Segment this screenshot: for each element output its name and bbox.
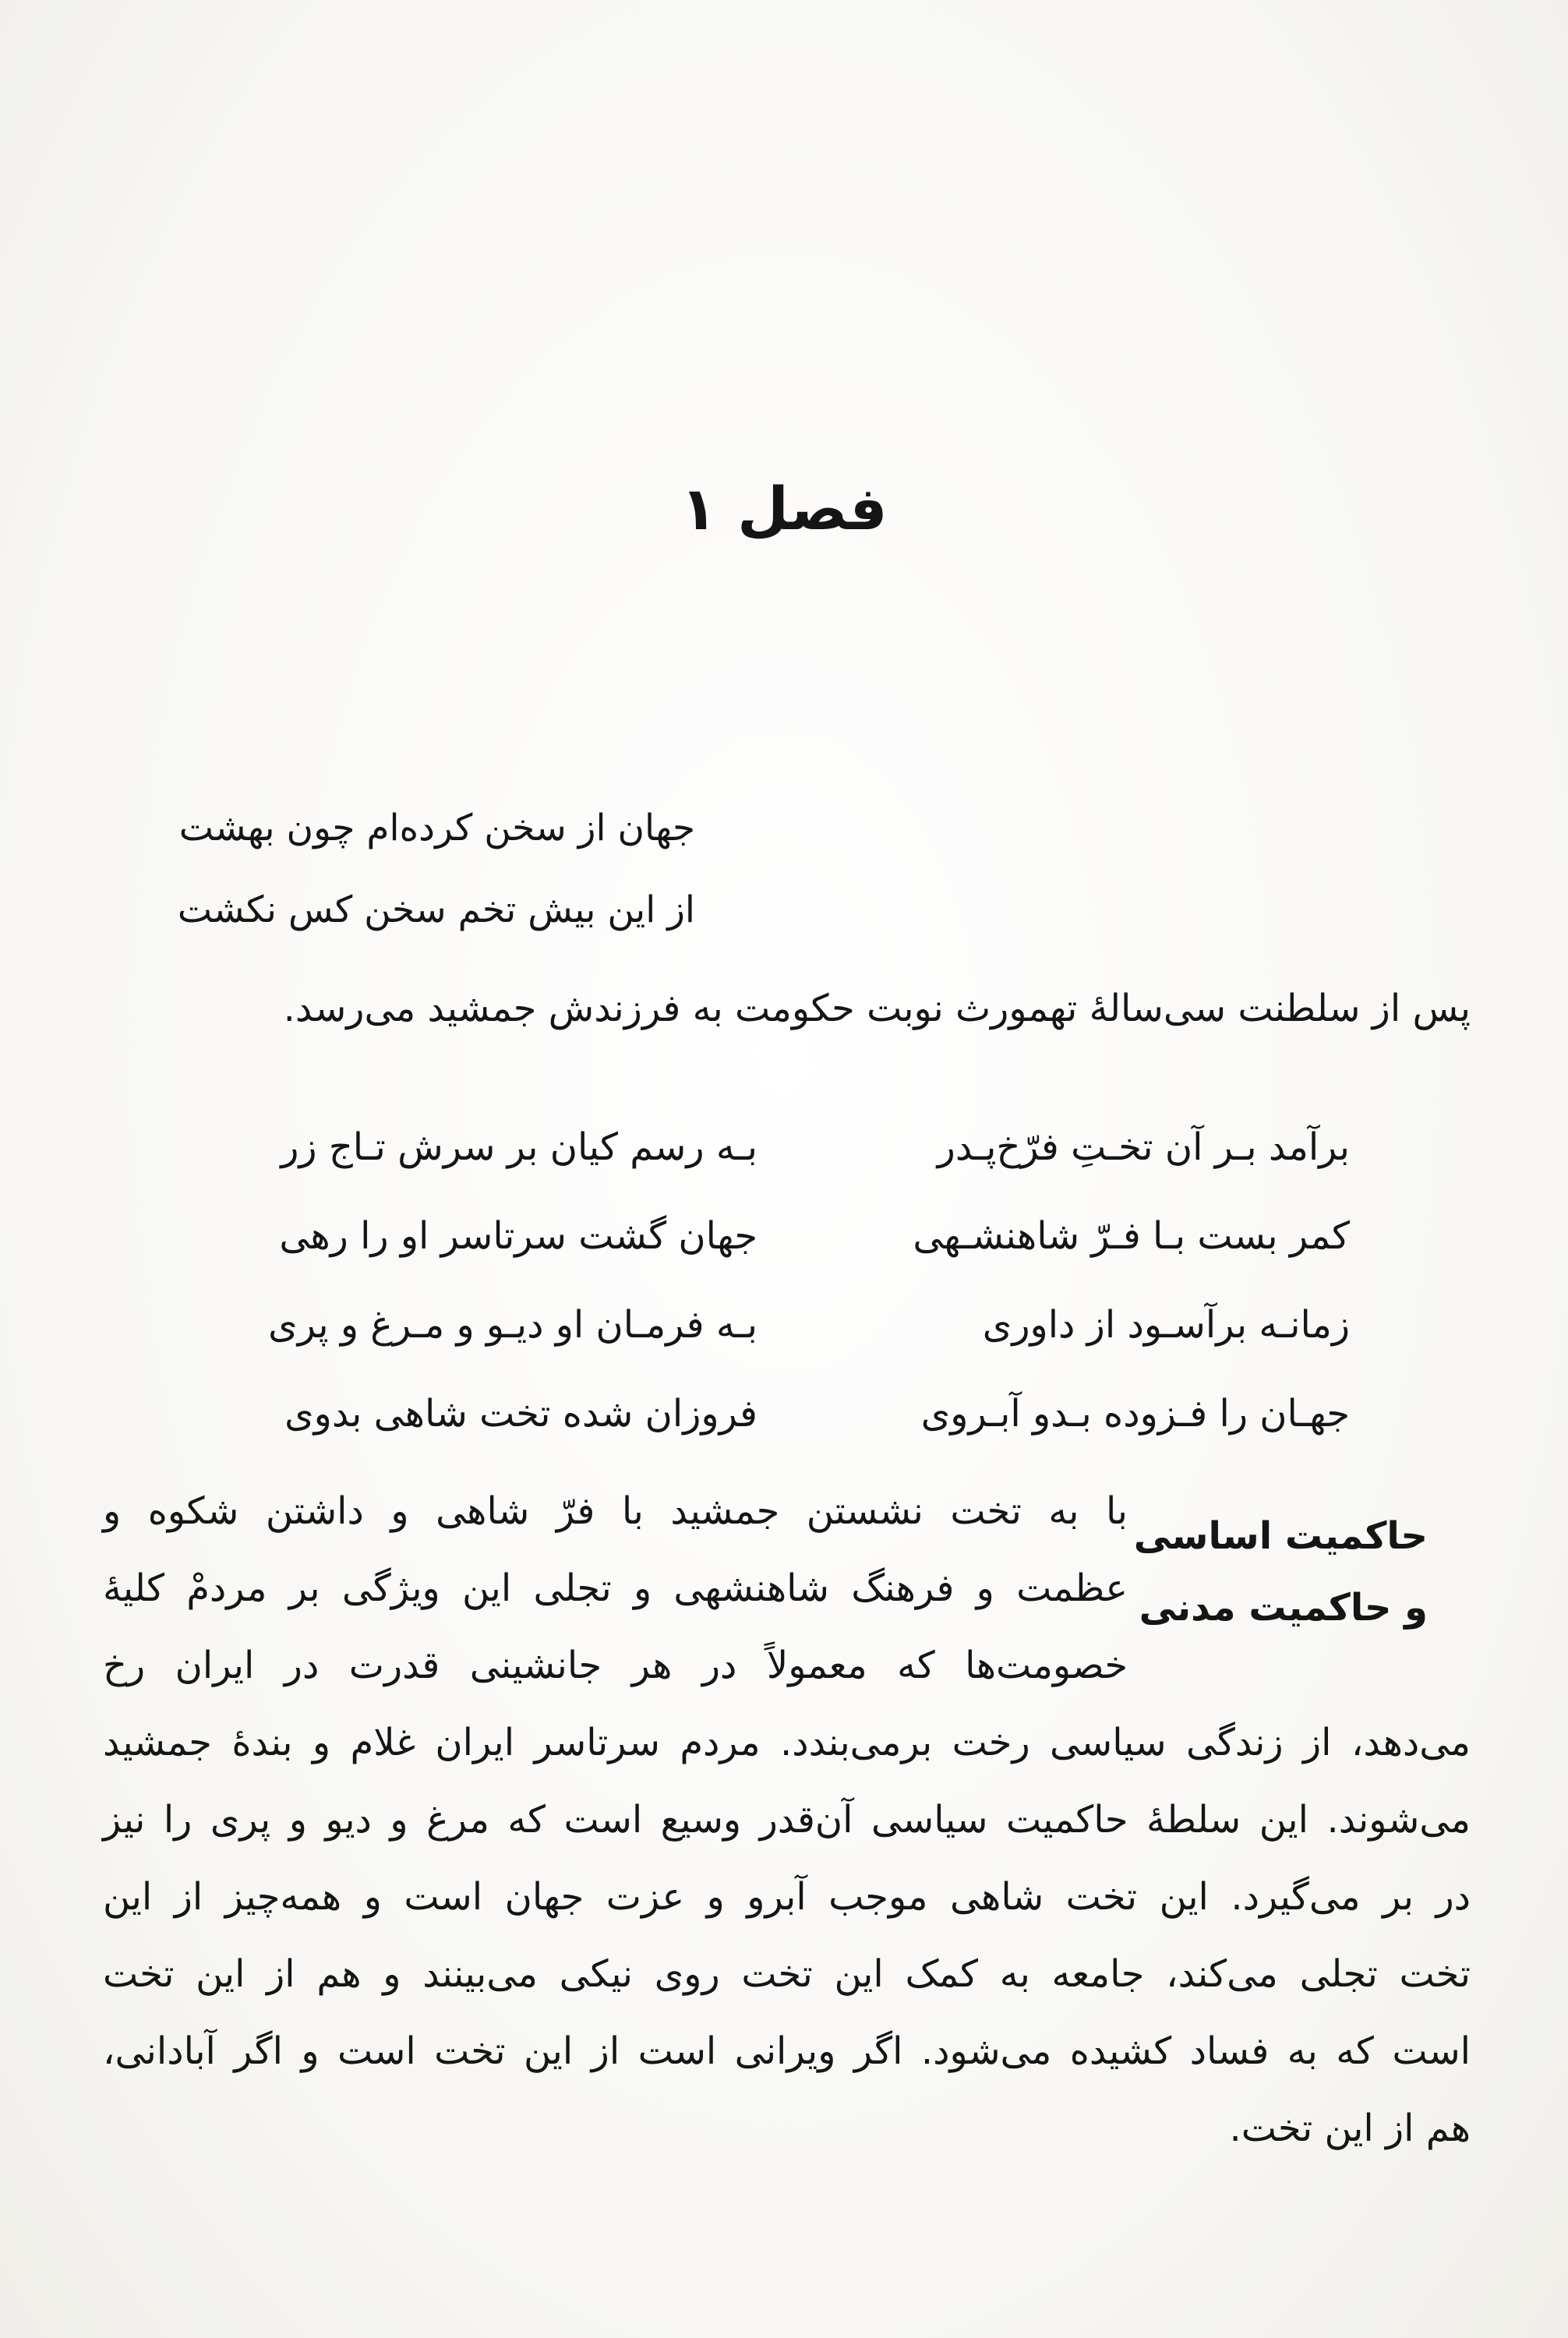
body-line: می‌دهد، از زندگی سیاسی رخت برمی‌بندد. مردم سرتاسر ایران غلام و بندهٔ جمشید [103, 1721, 1471, 1764]
verse-block [268, 1103, 1350, 1458]
epigraph-couplet [177, 787, 695, 951]
side-heading-line: حاکمیت اساسی [1133, 1514, 1428, 1558]
side-heading-line: و حاکمیت مدنی [1139, 1586, 1428, 1630]
body-paragraph [103, 1473, 1471, 2167]
body-line: با به تخت نشستن جمشید با فرّ شاهی و داشتن شکوه و [103, 1489, 1128, 1533]
chapter-title: فصل ۱ [680, 474, 888, 543]
body-line: است که به فساد کشیده می‌شود. اگر ویرانی است از این تخت است و اگر آبادانی، [103, 2029, 1471, 2073]
epigraph-line: از این بیش تخم سخن کس نکشت [177, 888, 695, 931]
verse-row [284, 1369, 1350, 1458]
verse-second-hemistich: بـه رسم کیان بر سرش تـاج زر [281, 1125, 758, 1169]
intro-paragraph: پس از سلطنت سی‌سالهٔ تهمورث نوبت حکومت به فرزندش جمشید می‌رسد. [283, 987, 1471, 1030]
verse-first-hemistich: کمر بست بـا فـرّ شاهنشـهی [913, 1214, 1350, 1258]
body-line: خصومت‌ها که معمولاً در هر جانشینی قدرت در ایران رخ [103, 1644, 1128, 1687]
body-line: در بر می‌گیرد. این تخت شاهی موجب آبرو و عزت جهان است و همه‌چیز از این [103, 1875, 1471, 1919]
verse-row [281, 1103, 1350, 1192]
body-line: می‌شوند. این سلطهٔ حاکمیت سیاسی آن‌قدر وسیع است که مرغ و دیو و پری را نیز [103, 1798, 1471, 1842]
verse-first-hemistich: برآمد بـر آن تخـتِ فرّخ‌پـدر [937, 1125, 1350, 1169]
verse-first-hemistich: زمانـه برآسـود از داوری [982, 1303, 1350, 1347]
verse-first-hemistich: جهـان را فـزوده بـدو آبـروی [920, 1392, 1350, 1436]
verse-row [268, 1280, 1350, 1369]
verse-second-hemistich: جهان گشت سرتاسر او را رهی [279, 1214, 758, 1258]
verse-row [279, 1192, 1350, 1280]
verse-second-hemistich: بـه فرمـان او دیـو و مـرغ و پری [268, 1303, 758, 1347]
body-line: عظمت و فرهنگ شاهنشهی و تجلی این ویژگی بر مردمْ کلیهٔ [103, 1566, 1128, 1610]
epigraph-line: جهان از سخن کرده‌ام چون بهشت [178, 807, 695, 849]
body-line: هم از این تخت. [1229, 2107, 1471, 2150]
verse-second-hemistich: فروزان شده تخت شاهی بدوی [284, 1392, 758, 1436]
body-line: تخت تجلی می‌کند، جامعه به کمک این تخت روی نیکی می‌بینند و هم از این تخت [103, 1952, 1471, 1996]
